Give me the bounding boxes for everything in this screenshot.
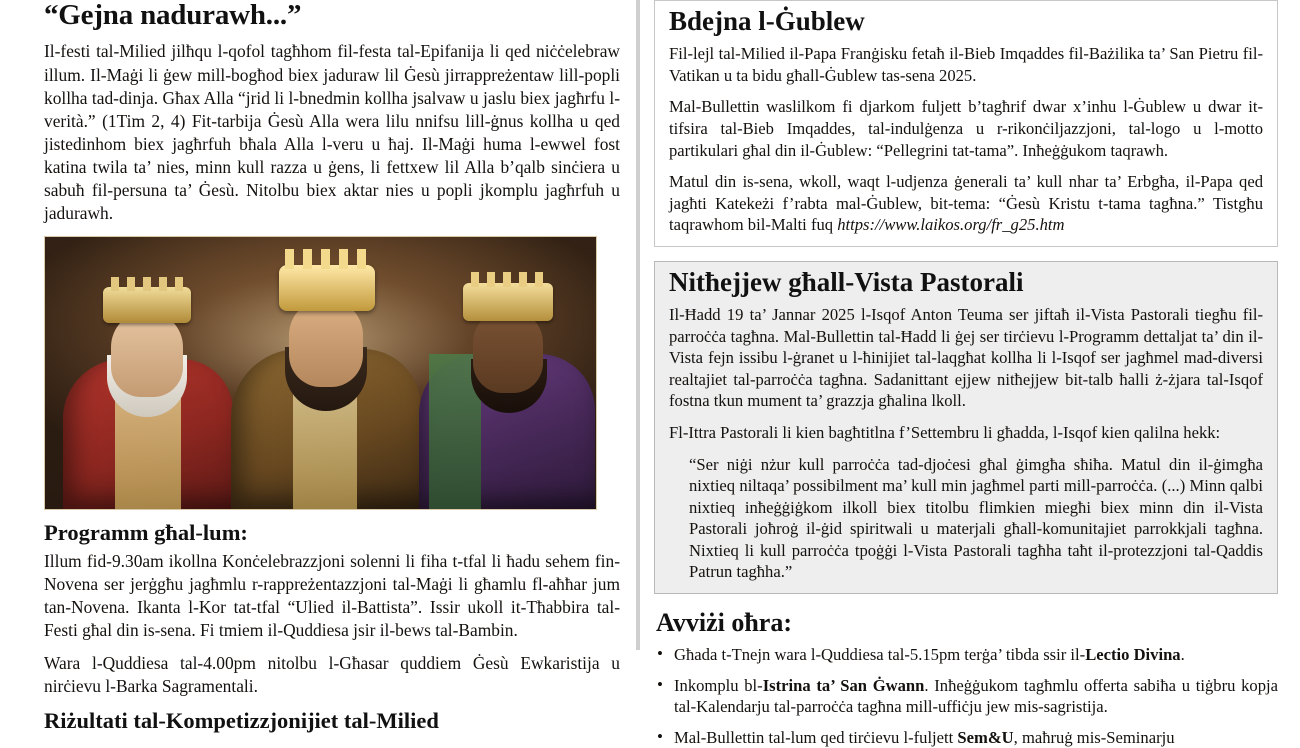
face-shape xyxy=(473,309,543,393)
avvizi-3-bold: Sem&U xyxy=(957,727,1014,747)
page-title: “Gejna nadurawh...” xyxy=(44,0,302,31)
column-divider xyxy=(636,0,640,650)
three-kings-photo xyxy=(44,236,597,510)
vista-quote: “Ser niġi nżur kull parroċċa tad-djoċesi għal ġimgħa sħiħa. Matul din il-ġimgħa nixtieq niltaqa’ possibilment ma’ kull min jagħmel parti mill-parroċċa. (...) Minn qalbi nixtieq inħeġġiġkom ilkoll biex titolbu flimkien miegħi biex minn din il-Vista Pastorali joħroġ il-ġid spiritwali u materjali għall-komunitajiet parrokkjali tagħna. Nixtieq li kull parroċċa tpoġġi l-Vista Pastorali tagħha taħt il-protezzjoni tal-Qaddis Patrun tagħha.” xyxy=(689,454,1263,582)
programm-paragraph-2: Wara l-Quddiesa tal-4.00pm nitolbu l-Għasar quddiem Ġesù Ewkaristija u nirċievu l-Barka Sagramentali. xyxy=(44,653,620,697)
face-shape xyxy=(111,311,183,397)
programm-heading: Programm għal-lum: xyxy=(44,519,248,545)
crown-icon xyxy=(103,287,191,323)
avvizi-1-bold: Lectio Divina xyxy=(1085,644,1181,664)
gublew-paragraph-1: Fil-lejl tal-Milied il-Papa Franġisku fetaħ il-Bieb Imqaddes fil-Bażilika ta’ San Pietru fil-Vatikan u ta bidu għall-Ġublew tas-sena 2025. xyxy=(669,44,1263,85)
avvizi-heading: Avviżi oħra: xyxy=(656,607,792,637)
panel-bdejna-l-gublew xyxy=(654,0,1278,247)
avvizi-2-post: . Inħeġġukom tagħmlu offerta sabiħa u tiġbru kopja tal-Kalendarju tal-parroċċa tagħna mill-uffiċju jew mis-sagristija. xyxy=(674,675,1278,717)
king-figure-left xyxy=(63,279,233,509)
left-column xyxy=(0,0,636,734)
right-column xyxy=(636,0,1300,747)
king-figure-center xyxy=(231,257,421,509)
panel-title-vista: Nitħejjew għall-Vista Pastorali xyxy=(669,266,1024,297)
king-figure-right xyxy=(419,273,595,509)
rizultati-heading: Riżultati tal-Kompetizzjonijiet tal-Milied xyxy=(44,708,439,734)
vista-paragraph-2: Fl-Ittra Pastorali li kien bagħtitlna f’Settembru li għadda, l-Isqof kien qalilna hekk: xyxy=(669,423,1221,442)
list-item xyxy=(654,675,1278,718)
avvizi-1-post: . xyxy=(1180,644,1185,664)
gublew-paragraph-3-text: Matul din is-sena, wkoll, waqt l-udjenza ġenerali ta’ kull nhar ta’ Erbgħa, il-Papa qed jagħti Katekeżi f’rabta mal-Ġublew, bit-tema: “Ġesù Kristu t-tama tagħna.” Tistgħu taqrawhom bil-Malti fuq xyxy=(669,172,1263,235)
list-item xyxy=(654,644,1278,666)
crown-icon xyxy=(463,283,553,321)
vista-paragraph-1: Il-Ħadd 19 ta’ Jannar 2025 l-Isqof Anton Teuma ser jiftaħ il-Vista Pastorali tiegħu fil-parroċċa tagħna. Mal-Bullettin tal-Ħadd li ġej ser tirċievu l-Programm dettaljat ta’ din il-Vista fejn issibu l-ġranet u l-ħinijiet tal-laqgħat kollha li l-Isqof ser jagħmel mad-diversi realtajiet tal-parroċċa tagħna. Sadanittant ejjew nitħejjew bit-talb ħalli ż-żjara tal-Isqof fostna tkun mument ta’ grazzja għalina lkoll. xyxy=(669,305,1263,411)
gublew-paragraph-3 xyxy=(669,171,1263,236)
avvizi-2-pre: Inkomplu bl- xyxy=(674,675,763,695)
face-shape xyxy=(289,299,363,387)
avvizi-3-pre: Mal-Bullettin tal-lum qed tirċievu l-fuljett xyxy=(674,727,958,747)
list-item xyxy=(654,727,1278,748)
gublew-url[interactable]: https://www.laikos.org/fr_g25.htm xyxy=(837,215,1065,235)
avvizi-2-bold: Istrina ta’ San Ġwann xyxy=(762,675,925,695)
programm-paragraph-1: Illum fid-9.30am ikollna Konċelebrazzjoni solenni li fiha t-tfal li ħadu sehem fin-Novena ser jerġgħu jagħmlu r-rappreżentazzjoni tal-Maġi li għamlu fl-aħħar jum tan-Novena. Ikanta l-Kor tat-tfal “Ulied il-Battista”. Issir ukoll it-Tħabbira tal-Festi għal din is-sena. Fi tmiem il-Quddiesa jsir il-bews tal-Bambin. xyxy=(44,550,620,640)
gublew-paragraph-2: Mal-Bullettin waslilkom fi djarkom fuljett b’tagħrif dwar x’inhu l-Ġublew u dwar it-tifsira tal-Bieb Imqaddes, tal-indulġenza u r-rikonċiljazzjoni, tal-logo u l-motto partikulari għal din il-Ġublew: “Pellegrini tat-tama”. Inħeġġukom taqrawh. xyxy=(669,97,1263,160)
panel-vista-pastorali xyxy=(654,261,1278,594)
avvizi-1-pre: Għada t-Tnejn wara l-Quddiesa tal-5.15pm terġa’ tibda ssir il- xyxy=(674,644,1086,664)
panel-title-gublew: Bdejna l-Ġublew xyxy=(669,6,865,36)
crown-icon xyxy=(279,265,375,311)
avvizi-3-post: , maħruġ mis-Seminarju xyxy=(1013,727,1175,747)
intro-paragraph: Il-festi tal-Milied jilħqu l-qofol tagħhom fil-festa tal-Epifanija li qed niċċelebraw illum. Il-Maġi li ġew mill-bogħod biex jaduraw lil Ġesù jirrappreżentaw lill-popli kollha tad-dinja. Għax Alla “jrid li l-bnedmin kollha jsalvaw u jaslu biex jagħrfu l-verità.” (1Tim 2, 4) Fit-tarbija Ġesù Alla wera lilu nnifsu lill-ġnus kollha u qed jistedinhom biex jagħrfuh bħala Alla l-veru u ħaj. Il-Maġi huma l-ewwel fost katina twila ta’ nies, minn kull razza u ġens, li fettxew lil Alla b’qalb sinċiera u sabuħ fil-persuna ta’ Ġesù. Nitolbu biex aktar nies u popli jkomplu jagħrfuh u jadurawh. xyxy=(44,41,620,224)
avvizi-list xyxy=(654,644,1278,748)
